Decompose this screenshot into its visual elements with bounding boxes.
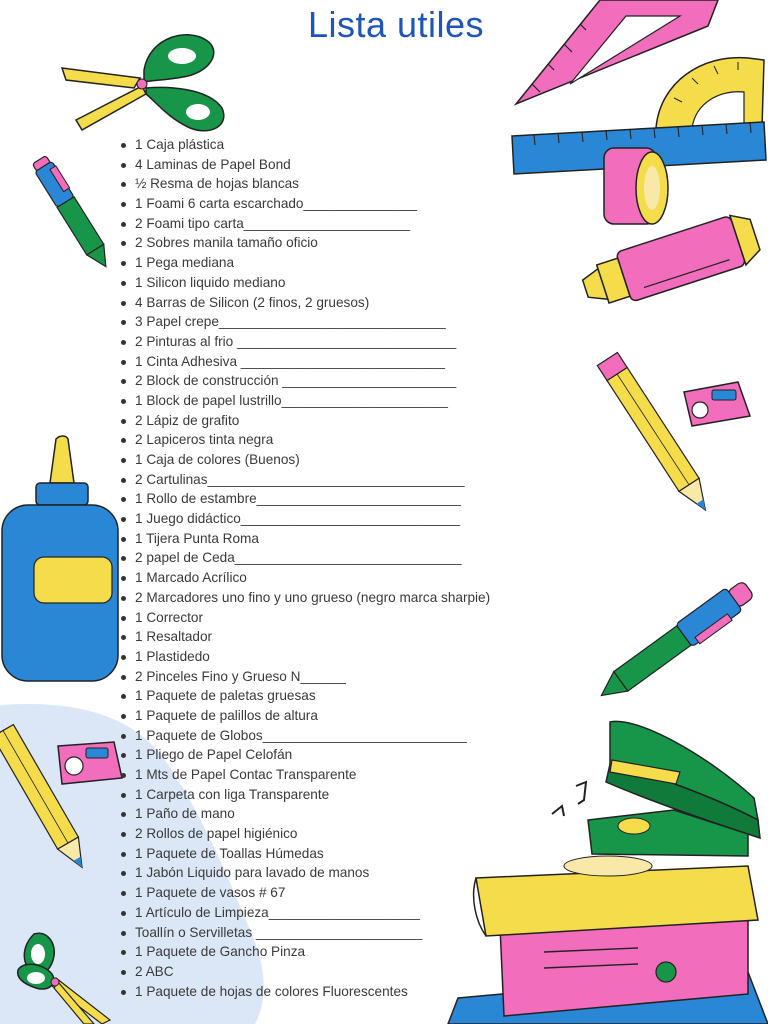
sharpener-icon: [50, 738, 126, 788]
supply-item: 4 Laminas de Papel Bond: [118, 155, 490, 175]
sharpener-icon: [678, 378, 754, 430]
supply-item: 1 Caja de colores (Buenos): [118, 450, 490, 470]
supply-item: 1 Plastidedo: [118, 647, 490, 667]
supply-item: 1 Block de papel lustrillo______________________: [118, 391, 490, 411]
supply-item: 1 Corrector: [118, 608, 490, 628]
supply-item: 2 Pinceles Fino y Grueso N______: [118, 667, 490, 687]
supply-item: 2 ABC: [118, 962, 490, 982]
supply-item: 1 Resaltador: [118, 627, 490, 647]
supply-item: 2 Sobres manila tamaño oficio: [118, 233, 490, 253]
supply-item: 1 Juego didáctico_____________________________: [118, 509, 490, 529]
supply-item: 1 Silicon liquido mediano: [118, 273, 490, 293]
supply-item: 1 Foami 6 carta escarchado_______________: [118, 194, 490, 214]
supply-item: 1 Paquete de vasos # 67: [118, 883, 490, 903]
supply-item: 1 Paquete de Gancho Pinza: [118, 942, 490, 962]
supply-item: 1 Paño de mano: [118, 804, 490, 824]
supply-item: 2 Cartulinas__________________________________: [118, 470, 490, 490]
supply-item: 2 Rollos de papel higiénico: [118, 824, 490, 844]
highlighter-icon: [578, 206, 764, 322]
supply-list: [118, 135, 490, 1001]
scissors-icon: [14, 930, 114, 1024]
supply-item: Toallín o Servilletas ______________________: [118, 923, 490, 943]
supply-item: 1 Pega mediana: [118, 253, 490, 273]
page-title: Lista utiles: [307, 4, 485, 45]
supply-item: 1 Rollo de estambre___________________________: [118, 489, 490, 509]
supply-item: 2 Foami tipo carta______________________: [118, 214, 490, 234]
supply-item: 1 Paquete de Toallas Húmedas: [118, 844, 490, 864]
supply-item: 1 Paquete de hojas de colores Fluorescentes: [118, 982, 490, 1002]
supply-item: 1 Paquete de paletas gruesas: [118, 686, 490, 706]
pencil-icon: [596, 346, 720, 528]
supply-item: 2 Lapiceros tinta negra: [118, 430, 490, 450]
supply-item: 1 Caja plástica: [118, 135, 490, 155]
books-icon: [448, 848, 768, 1024]
stapler-icon: [548, 716, 768, 866]
supply-item: 1 Paquete de Globos___________________________: [118, 726, 490, 746]
supply-item: 2 Lápiz de grafito: [118, 411, 490, 431]
supply-item: 1 Paquete de palillos de altura: [118, 706, 490, 726]
glue-bottle-icon: [0, 435, 122, 685]
supply-item: 2 Pinturas al frio _____________________________: [118, 332, 490, 352]
pen-icon: [30, 148, 116, 280]
supply-item: 2 Block de construcción _______________________: [118, 371, 490, 391]
supply-item: 1 Carpeta con liga Transparente: [118, 785, 490, 805]
supply-item: 4 Barras de Silicon (2 finos, 2 gruesos): [118, 293, 490, 313]
supply-item: 1 Marcado Acrílico: [118, 568, 490, 588]
supply-item: 3 Papel crepe______________________________: [118, 312, 490, 332]
supply-item: 1 Cinta Adhesiva ___________________________: [118, 352, 490, 372]
pen-icon: [582, 578, 768, 706]
supply-item: 1 Tijera Punta Roma: [118, 529, 490, 549]
supply-item: 1 Pliego de Papel Celofán: [118, 745, 490, 765]
supply-item: 1 Jabón Liquido para lavado de manos: [118, 863, 490, 883]
supply-item: 2 Marcadores uno fino y uno grueso (negro marca sharpie): [118, 588, 490, 608]
supply-item: 2 papel de Ceda______________________________: [118, 548, 490, 568]
supply-item: 1 Mts de Papel Contac Transparente: [118, 765, 490, 785]
supply-item: 1 Artículo de Limpieza____________________: [118, 903, 490, 923]
supply-item: ½ Resma de hojas blancas: [118, 174, 490, 194]
